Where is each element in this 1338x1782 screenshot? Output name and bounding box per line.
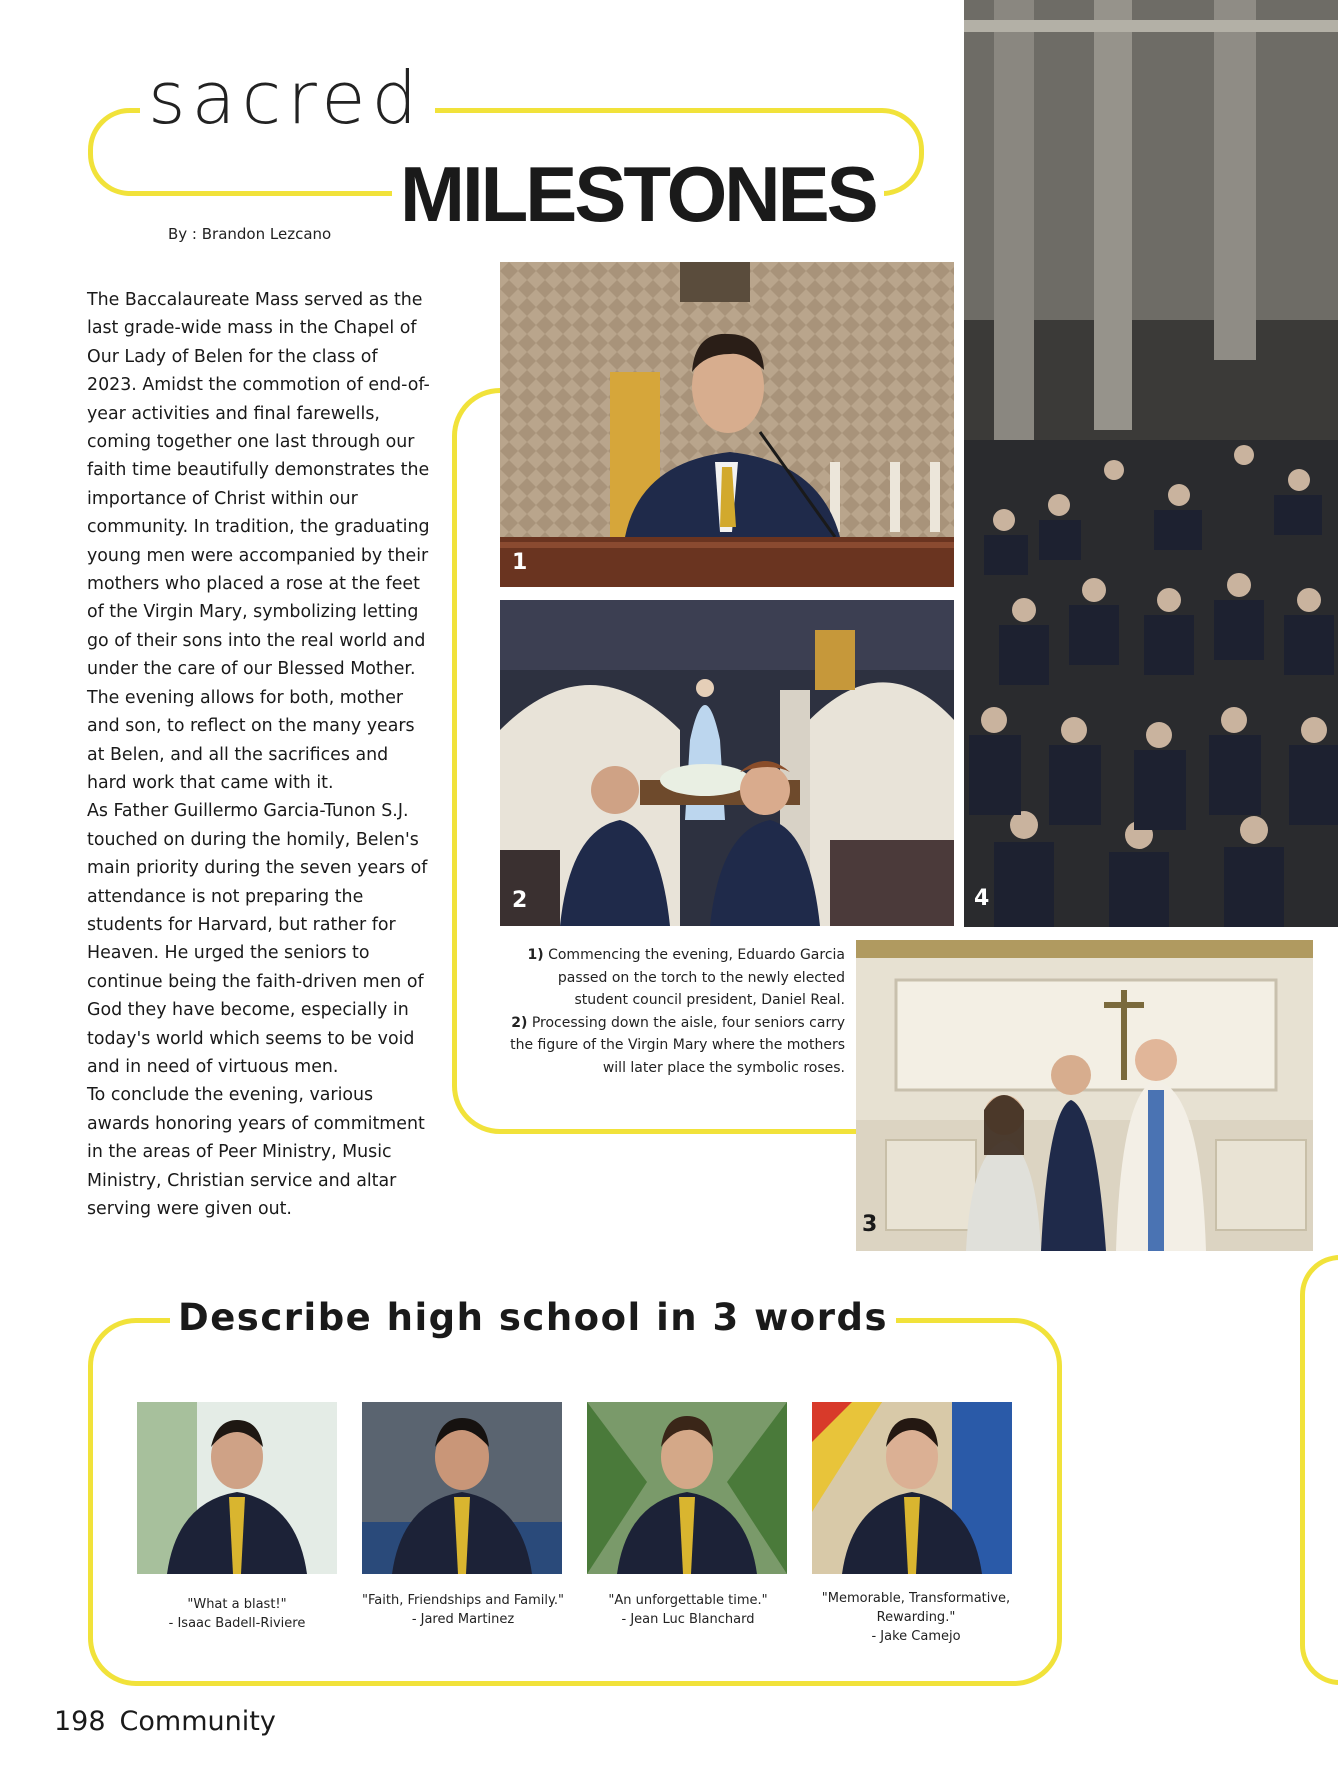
congregation-image: [964, 0, 1338, 927]
page-number: 198: [54, 1706, 106, 1737]
byline: By : Brandon Lezcano: [168, 225, 332, 243]
photo-number: 1: [512, 550, 528, 575]
portrait-1: [137, 1402, 337, 1574]
photo-procession: [500, 600, 954, 926]
quote-author: - Jake Camejo: [871, 1629, 961, 1644]
photo-number: 2: [512, 888, 528, 913]
quote-author: - Jean Luc Blanchard: [621, 1612, 755, 1627]
photo-number: 3: [862, 1212, 878, 1237]
portrait-4: [812, 1402, 1012, 1574]
caption-number: 2): [511, 1014, 528, 1031]
page-footer: [54, 1706, 290, 1737]
caption-2: [505, 1012, 845, 1080]
quote-3: [578, 1591, 798, 1629]
portrait-image: [137, 1402, 337, 1574]
portrait-3: [587, 1402, 787, 1574]
portrait-image: [362, 1402, 562, 1574]
photo-number: 4: [974, 886, 990, 911]
article-paragraph: The Baccalaureate Mass served as the last grade-wide mass in the Chapel of Our Lady of Belen for the class of 2023. Amidst the commotion of end-of-year activities and final farewells, coming together one last through our faith time beautifully demonstrates the importance of Christ within our community. In tradition, the graduating young men were accompanied by their mothers who placed a rose at the feet of the Virgin Mary, symbolizing letting go of their sons into the real world and under the care of our Blessed Mother. The evening allows for both, mother and son, to reflect on the many years at Belen, and all the sacrifices and hard work that came with it.: [87, 290, 430, 793]
quote-1: [127, 1595, 347, 1633]
quote-text: "An unforgettable time.": [608, 1593, 768, 1608]
article-paragraph: As Father Guillermo Garcia-Tunon S.J. touched on during the homily, Belen's main priority during the seven years of attendance is not preparing the students for Harvard, but rather for Heaven. He urged the seniors to continue being the faith-driven men of God they have become, especially in today's world which seems to be void and in need of virtuous men.: [87, 801, 428, 1077]
podium-image: [500, 262, 954, 587]
title-milestones: MILESTONES: [392, 155, 884, 233]
title-sacred: sacred: [140, 62, 435, 134]
quote-4: [805, 1589, 1027, 1646]
quote-text: "Faith, Friendships and Family.": [362, 1593, 564, 1608]
caption-number: 1): [527, 947, 544, 963]
section-name: Community: [119, 1706, 276, 1737]
quote-2: [353, 1591, 573, 1629]
portrait-image: [812, 1402, 1012, 1574]
quote-text: "What a blast!": [187, 1597, 287, 1612]
portrait-image: [587, 1402, 787, 1574]
article-paragraph: To conclude the evening, various awards honoring years of commitment in the areas of Peer Ministry, Music Ministry, Christian service and altar serving were given out.: [87, 1085, 425, 1219]
quote-author: - Jared Martinez: [411, 1612, 515, 1627]
section-title: Describe high school in 3 words: [170, 1296, 896, 1340]
caption-text: Processing down the aisle, four seniors carry the figure of the Virgin Mary where the mothers will later place the symbolic roses.: [510, 1014, 845, 1076]
right-edge-frame: [1300, 1255, 1338, 1685]
photo-captions: [505, 944, 845, 1079]
procession-image: [500, 600, 954, 926]
article-body: [87, 286, 432, 1223]
photo-award: [856, 940, 1313, 1251]
photo-congregation: [964, 0, 1338, 927]
portrait-2: [362, 1402, 562, 1574]
caption-1: [505, 944, 845, 1012]
photo-podium: [500, 262, 954, 587]
award-image: [856, 940, 1313, 1251]
quote-author: - Isaac Badell-Riviere: [168, 1616, 306, 1631]
caption-text: Commencing the evening, Eduardo Garcia passed on the torch to the newly elected student council president, Daniel Real.: [548, 947, 845, 1008]
quote-text: "Memorable, Transformative, Rewarding.": [821, 1591, 1011, 1625]
